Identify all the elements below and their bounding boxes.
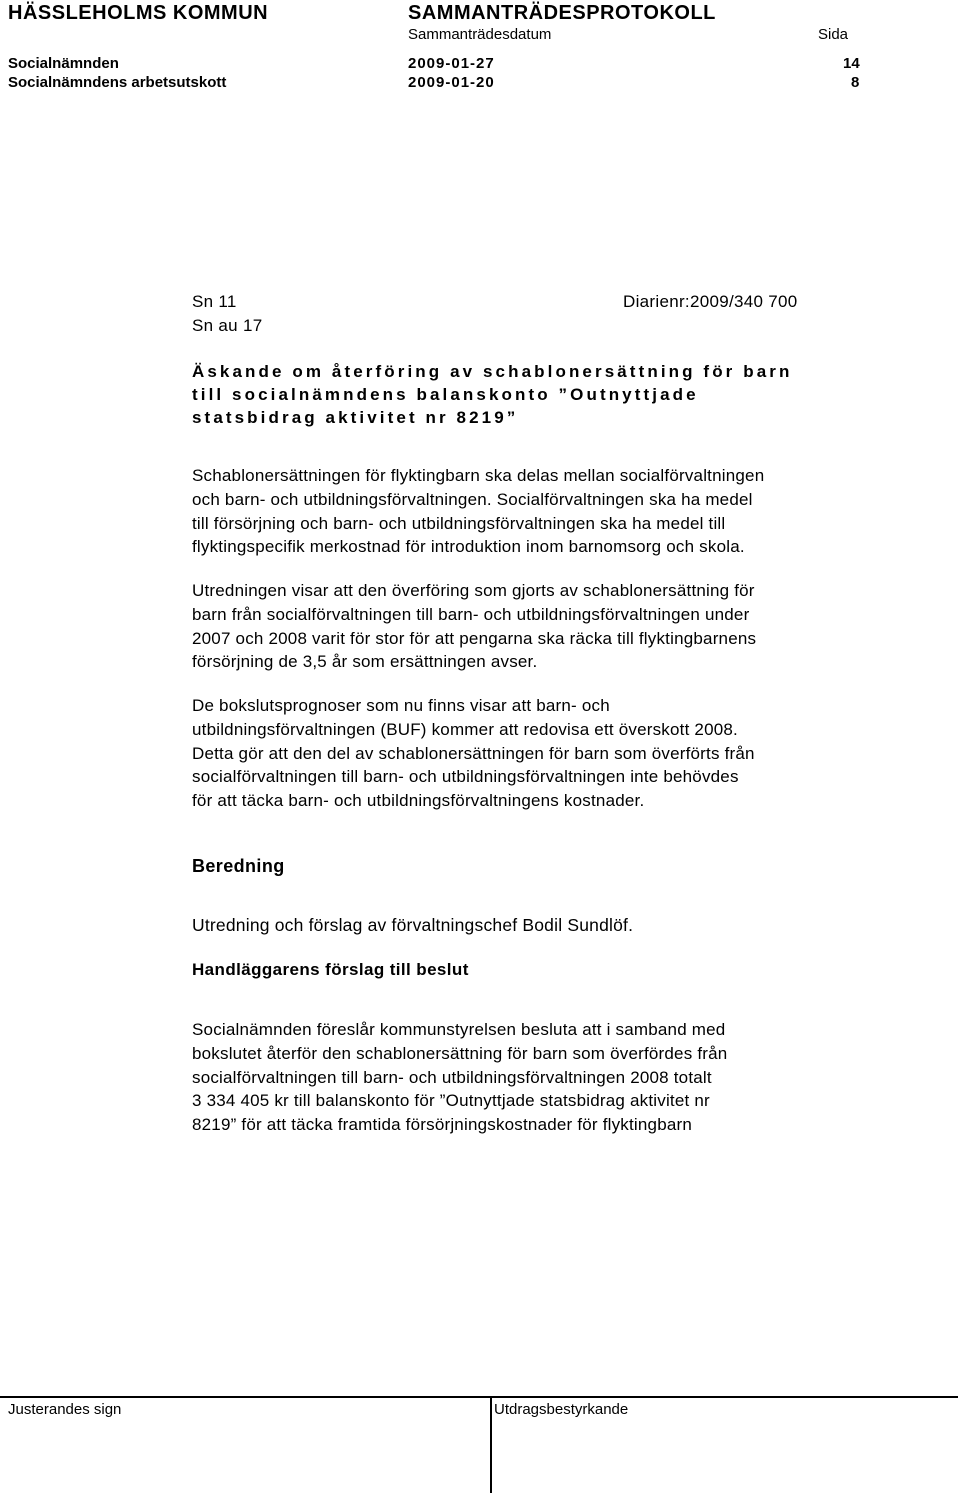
committee-date: 2009-01-27 [408,55,495,72]
paragraph-line: Schablonersättningen för flyktingbarn ska delas mellan socialförvaltningen [192,466,765,485]
paragraph-line: Utredningen visar att den överföring som gjorts av schablonersättning för [192,581,755,600]
paragraph-line: socialförvaltningen till barn- och utbildningsförvaltningen inte behövdes [192,767,739,787]
footer-divider [0,1396,958,1398]
document-type: SAMMANTRÄDESPROTOKOLL [408,2,716,24]
meeting-date-label: Sammanträdesdatum [408,26,552,43]
paragraph-1 [192,464,912,559]
certification-box-label: Utdragsbestyrkande [494,1401,629,1418]
committee-page: 14 [843,55,860,72]
paragraph-line: för att täcka barn- och utbildningsförvaltningens kostnader. [192,791,645,811]
municipality-name: HÄSSLEHOLMS KOMMUN [8,2,269,24]
paragraph-line: socialförvaltningen till barn- och utbildningsförvaltningen 2008 totalt [192,1067,712,1087]
signature-box-label: Justerandes sign [8,1401,122,1418]
beredning-heading: Beredning [192,856,285,876]
paragraph-2 [192,579,912,674]
paragraph-line: och barn- och utbildningsförvaltningen. Socialförvaltningen ska ha medel [192,489,753,509]
paragraph-line: Socialnämnden föreslår kommunstyrelsen besluta att i samband med [192,1020,726,1039]
subcommittee-name: Socialnämndens arbetsutskott [8,74,227,91]
paragraph-line: bokslutet återför den schablonersättning för barn som överfördes från [192,1043,728,1063]
diarienr: Diarienr:2009/340 700 [623,292,798,311]
paragraph-line: flyktingspecifik merkostnad för introduktion inom barnomsorg och skola. [192,537,745,557]
paragraph-line: De bokslutsprognoser som nu finns visar att barn- och [192,696,610,715]
title-line-2: till socialnämndens balanskonto ”Outnyttjade [192,385,699,404]
paragraph-line: barn från socialförvaltningen till barn- och utbildningsförvaltningen under [192,604,750,624]
paragraph-line: utbildningsförvaltningen (BUF) kommer att redovisa ett överskott 2008. [192,719,738,739]
paragraph-line: 3 334 405 kr till balanskonto för ”Outnyttjade statsbidrag aktivitet nr [192,1091,710,1111]
beredning-text: Utredning och förslag av förvaltningschef Bodil Sundlöf. [192,915,634,935]
proposal-heading: Handläggarens förslag till beslut [192,960,469,979]
paragraph-line: 2007 och 2008 varit för stor för att pengarna ska räcka till flyktingbarnens [192,628,757,648]
paragraph-line: Detta gör att den del av schablonersättningen för barn som överförts från [192,743,755,763]
paragraph-line: till försörjning och barn- och utbildningsförvaltningen ska ha medel till [192,513,726,533]
committee-name: Socialnämnden [8,55,119,72]
subcommittee-date: 2009-01-20 [408,74,495,91]
paragraph-line: 8219” för att täcka framtida försörjningskostnader för flyktingbarn [192,1115,693,1135]
subcommittee-page: 8 [851,74,860,91]
title-line-1: Äskande om återföring av schablonersättning för barn [192,362,793,381]
page-label: Sida [818,26,849,43]
paragraph-line: försörjning de 3,5 år som ersättningen avser. [192,652,538,672]
footer-column-divider [490,1396,492,1493]
case-sn: Sn 11 [192,292,237,311]
case-sn-au: Sn au 17 [192,316,263,335]
title-line-3: statsbidrag aktivitet nr 8219” [192,408,519,427]
proposal-text [192,1018,912,1137]
paragraph-3 [192,694,912,813]
